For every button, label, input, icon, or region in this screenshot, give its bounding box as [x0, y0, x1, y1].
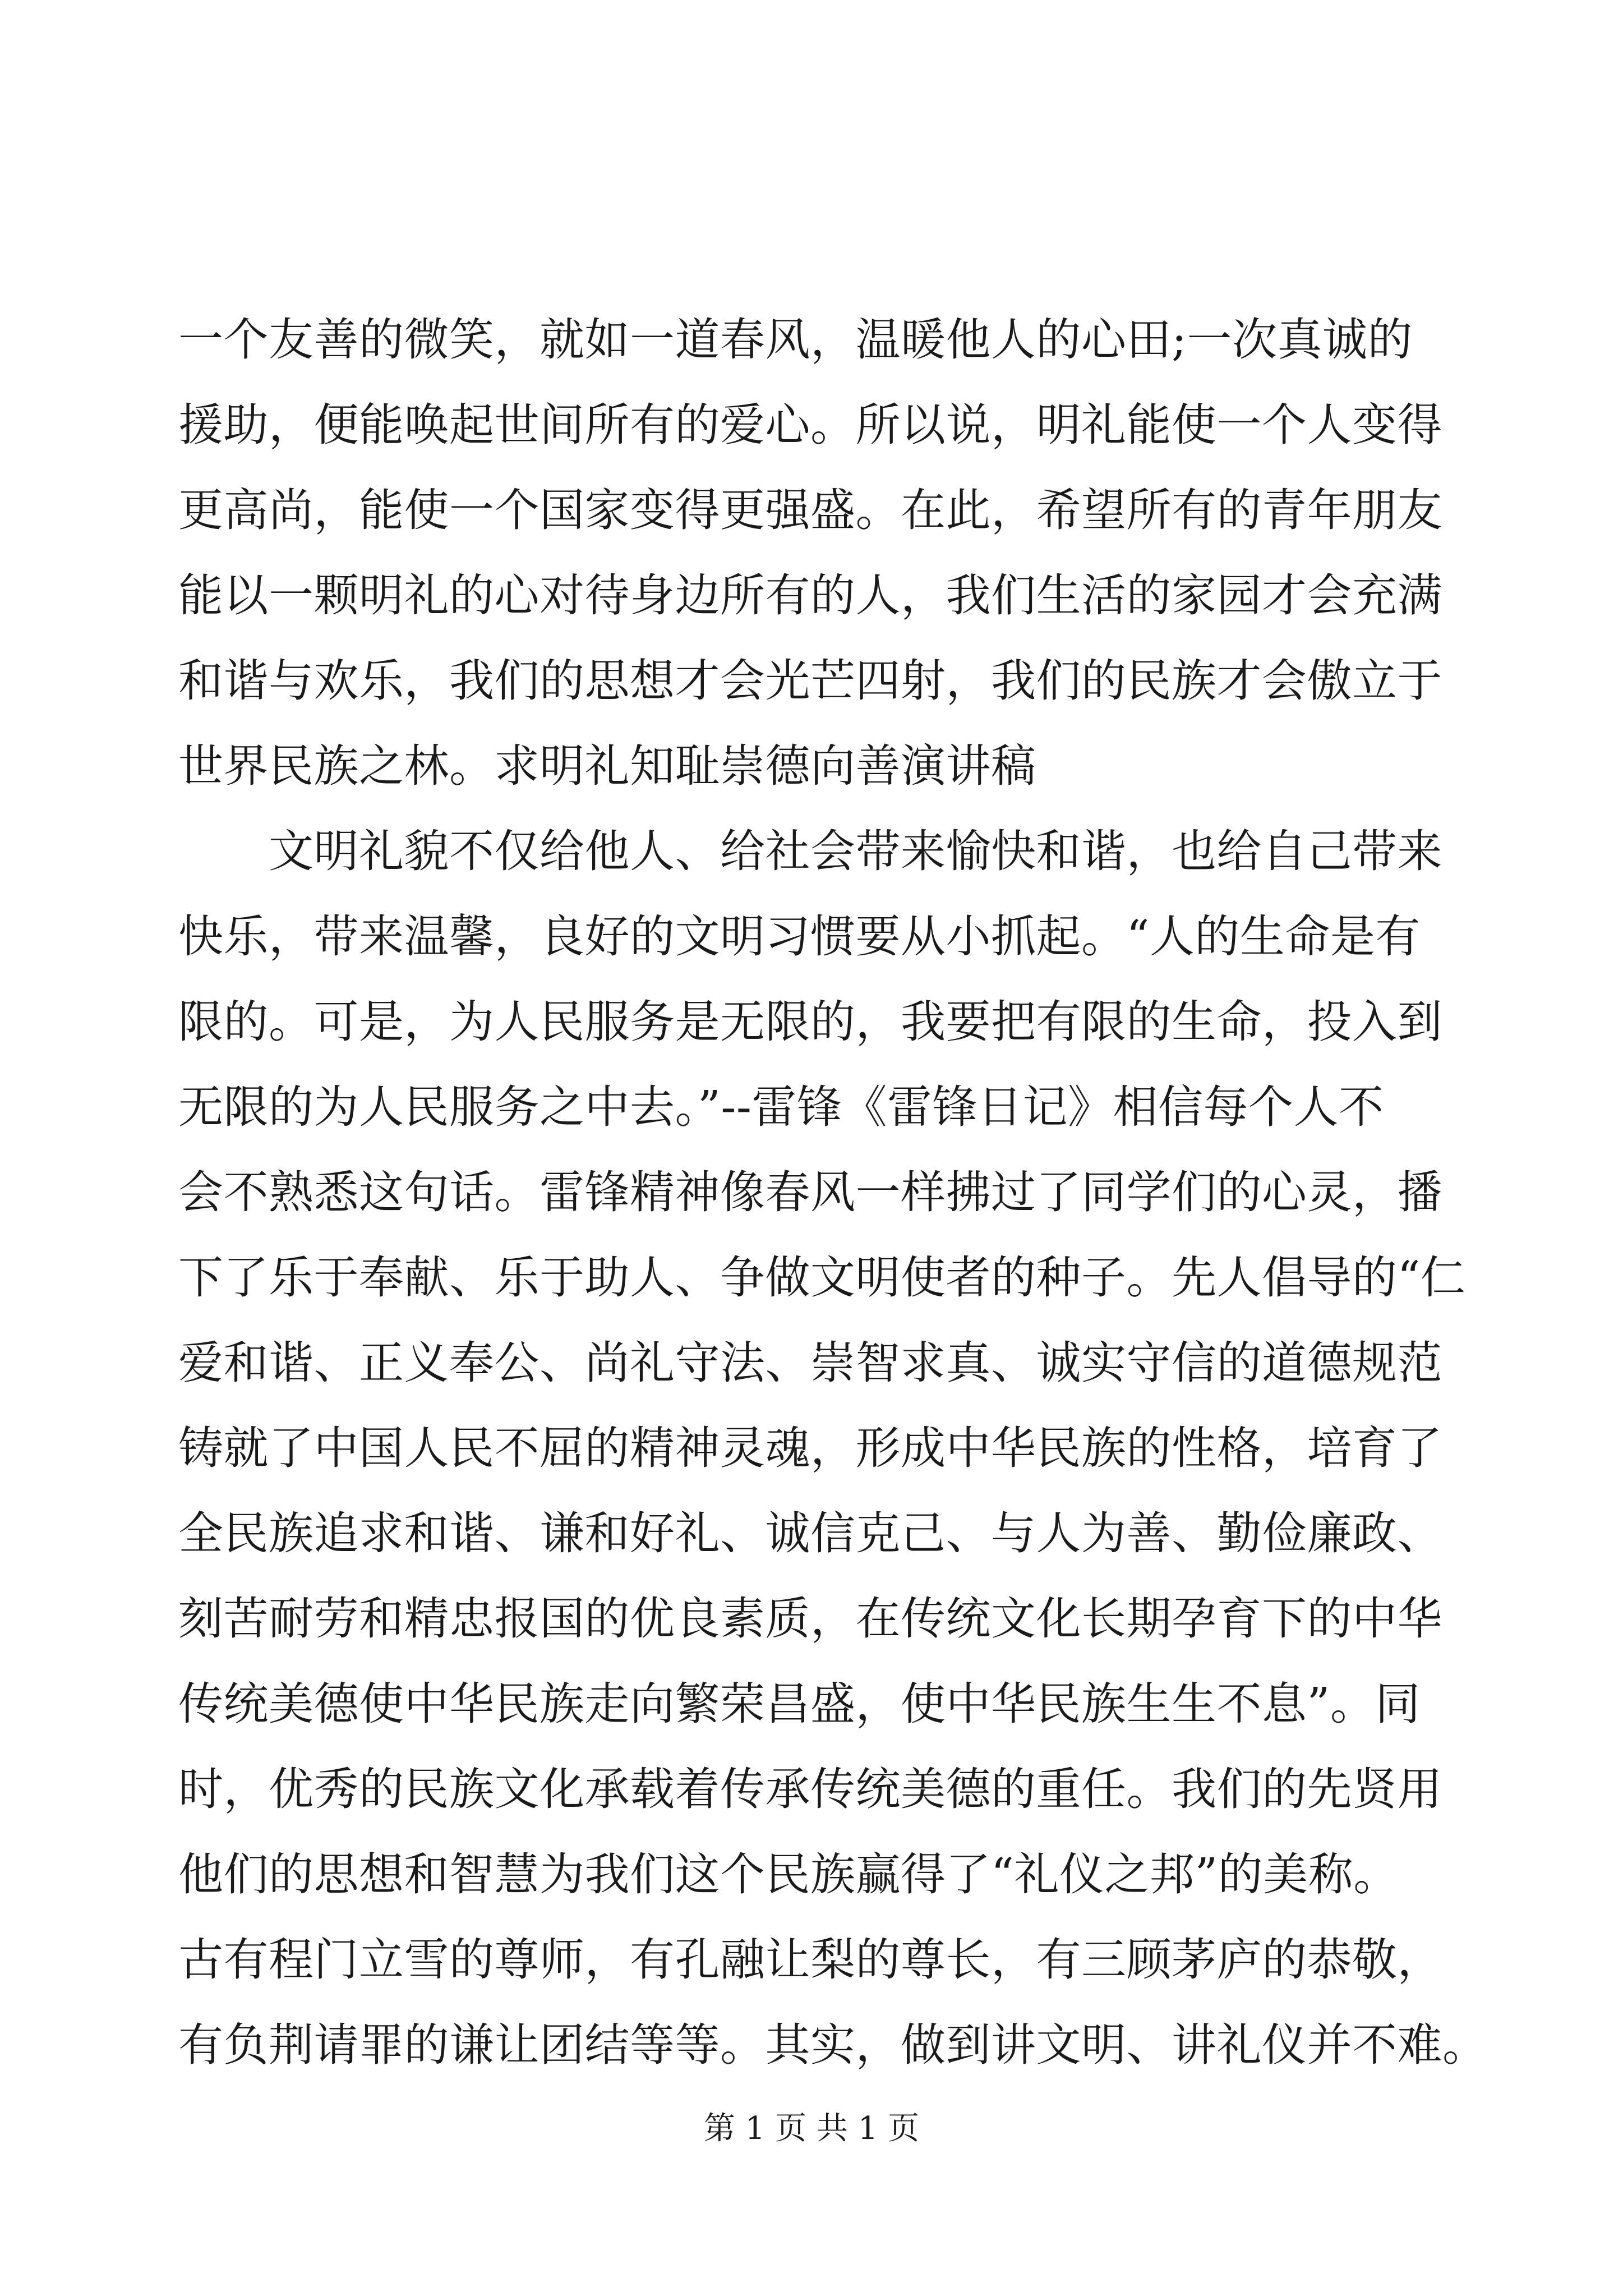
text-line: 下了乐于奉献、乐于助人、争做文明使者的种子。先人倡导的“仁	[178, 1251, 1466, 1304]
text-line: 和谐与欢乐，我们的思想才会光芒四射，我们的民族才会傲立于	[178, 655, 1442, 707]
text-line: 时，优秀的民族文化承载着传承传统美德的重任。我们的先贤用	[178, 1763, 1442, 1815]
text-line: 更高尚，能使一个国家变得更强盛。在此，希望所有的青年朋友	[178, 484, 1442, 536]
text-line: 限的。可是，为人民服务是无限的，我要把有限的生命，投入到	[178, 996, 1442, 1048]
text-line: 快乐，带来温馨，良好的文明习惯要从小抓起。“人的生命是有	[178, 910, 1421, 963]
text-line: 刻苦耐劳和精忠报国的优良素质，在传统文化长期孕育下的中华	[178, 1593, 1442, 1645]
text-line: 援助，便能唤起世间所有的爱心。所以说，明礼能使一个人变得	[178, 399, 1442, 451]
text-line: 世界民族之林。求明礼知耻崇德向善演讲稿	[178, 740, 1036, 792]
text-line: 古有程门立雪的尊师，有孔融让梨的尊长，有三顾茅庐的恭敬，	[178, 1934, 1442, 1986]
text-line: 有负荆请罪的谦让团结等等。其实，做到讲文明、讲礼仪并不难。	[178, 2019, 1488, 2071]
text-line: 会不熟悉这句话。雷锋精神像春风一样拂过了同学们的心灵，播	[178, 1166, 1442, 1218]
text-line: 他们的思想和智慧为我们这个民族赢得了“礼仪之邦”的美称。	[178, 1848, 1399, 1901]
text-line: 传统美德使中华民族走向繁荣昌盛，使中华民族生生不息”。同	[178, 1678, 1421, 1730]
text-line: 能以一颗明礼的心对待身边所有的人，我们生活的家园才会充满	[178, 569, 1442, 622]
text-line: 无限的为人民服务之中去。”--雷锋《雷锋日记》相信每个人不	[178, 1081, 1384, 1133]
text-line: 文明礼貌不仅给他人、给社会带来愉快和谐，也给自己带来	[178, 825, 1442, 877]
text-line: 铸就了中国人民不屈的精神灵魂，形成中华民族的性格，培育了	[178, 1422, 1442, 1474]
text-line: 爱和谐、正义奉公、尚礼守法、崇智求真、诚实守信的道德规范	[178, 1337, 1442, 1389]
text-line: 全民族追求和谐、谦和好礼、诚信克己、与人为善、勤俭廉政、	[178, 1507, 1442, 1559]
page-number-footer: 第 1 页 共 1 页	[703, 2110, 920, 2147]
body-text	[178, 297, 1488, 2088]
text-line: 一个友善的微笑，就如一道春风，温暖他人的心田;一次真诚的	[178, 314, 1413, 366]
